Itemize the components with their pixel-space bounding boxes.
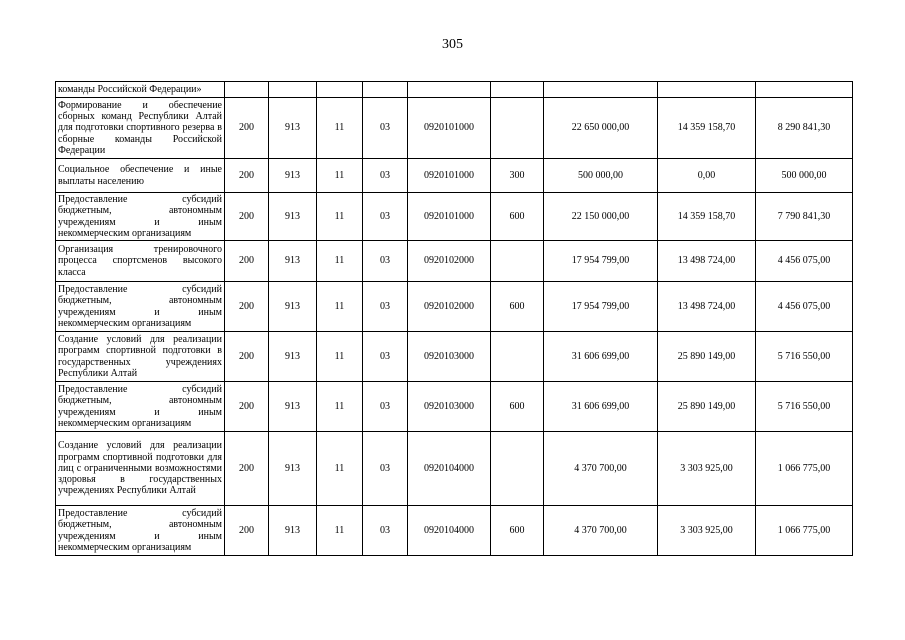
cell-amount-1: 22 150 000,00 — [544, 193, 658, 241]
cell-ministry: 913 — [269, 506, 317, 556]
cell-section: 11 — [317, 332, 363, 382]
cell-name: Предоставление субсидий бюджетным, автономным учреждениям и иным некоммерческим организациям — [56, 506, 225, 556]
cell-vr: 300 — [491, 159, 544, 193]
cell-section: 11 — [317, 432, 363, 506]
cell-section: 11 — [317, 193, 363, 241]
cell-subsection — [363, 82, 408, 98]
cell-amount-1: 17 954 799,00 — [544, 282, 658, 332]
cell-vr: 600 — [491, 193, 544, 241]
cell-target: 0920101000 — [408, 98, 491, 159]
cell-g: 200 — [225, 432, 269, 506]
cell-g: 200 — [225, 159, 269, 193]
cell-g: 200 — [225, 241, 269, 282]
cell-amount-1: 4 370 700,00 — [544, 432, 658, 506]
cell-name: Создание условий для реализации программ спортивной подготовки для лиц с ограниченными возможностями здоровья в государственных учреждениях Республики Алтай — [56, 432, 225, 506]
table-row — [56, 159, 853, 193]
cell-name: Предоставление субсидий бюджетным, автономным учреждениям и иным некоммерческим организациям — [56, 282, 225, 332]
cell-amount-3: 7 790 841,30 — [756, 193, 853, 241]
cell-vr: 600 — [491, 382, 544, 432]
cell-amount-1: 4 370 700,00 — [544, 506, 658, 556]
page-number: 305 — [442, 37, 463, 52]
table-row — [56, 241, 853, 282]
cell-section: 11 — [317, 282, 363, 332]
cell-target: 0920102000 — [408, 282, 491, 332]
cell-section — [317, 82, 363, 98]
cell-amount-3: 4 456 075,00 — [756, 282, 853, 332]
cell-amount-2: 3 303 925,00 — [658, 432, 756, 506]
cell-section: 11 — [317, 382, 363, 432]
cell-ministry: 913 — [269, 98, 317, 159]
cell-target: 0920101000 — [408, 193, 491, 241]
cell-amount-1: 500 000,00 — [544, 159, 658, 193]
cell-amount-3: 8 290 841,30 — [756, 98, 853, 159]
cell-g: 200 — [225, 193, 269, 241]
cell-vr — [491, 98, 544, 159]
cell-ministry: 913 — [269, 432, 317, 506]
cell-amount-1: 31 606 699,00 — [544, 332, 658, 382]
cell-subsection: 03 — [363, 332, 408, 382]
table-row — [56, 506, 853, 556]
cell-g: 200 — [225, 282, 269, 332]
cell-name: Предоставление субсидий бюджетным, автономным учреждениям и иным некоммерческим организациям — [56, 382, 225, 432]
cell-amount-2: 13 498 724,00 — [658, 282, 756, 332]
cell-amount-2: 3 303 925,00 — [658, 506, 756, 556]
cell-target — [408, 82, 491, 98]
cell-ministry — [269, 82, 317, 98]
cell-name: Формирование и обеспечение сборных команд Республики Алтай для подготовки спортивного резерва в сборные команды Российской Федерации — [56, 98, 225, 159]
cell-amount-2: 14 359 158,70 — [658, 98, 756, 159]
cell-g: 200 — [225, 332, 269, 382]
cell-amount-1: 22 650 000,00 — [544, 98, 658, 159]
cell-name: Создание условий для реализации программ спортивной подготовки в государственных учреждениях Республики Алтай — [56, 332, 225, 382]
cell-section: 11 — [317, 98, 363, 159]
cell-amount-2 — [658, 82, 756, 98]
cell-amount-2: 0,00 — [658, 159, 756, 193]
table-row — [56, 282, 853, 332]
cell-amount-3: 5 716 550,00 — [756, 332, 853, 382]
cell-section: 11 — [317, 159, 363, 193]
cell-subsection: 03 — [363, 193, 408, 241]
cell-subsection: 03 — [363, 282, 408, 332]
table-row — [56, 332, 853, 382]
cell-g: 200 — [225, 382, 269, 432]
cell-section: 11 — [317, 506, 363, 556]
cell-amount-3: 1 066 775,00 — [756, 506, 853, 556]
cell-subsection: 03 — [363, 382, 408, 432]
cell-subsection: 03 — [363, 98, 408, 159]
cell-ministry: 913 — [269, 282, 317, 332]
cell-target: 0920103000 — [408, 332, 491, 382]
cell-amount-3: 500 000,00 — [756, 159, 853, 193]
cell-amount-2: 14 359 158,70 — [658, 193, 756, 241]
cell-amount-1: 17 954 799,00 — [544, 241, 658, 282]
cell-vr — [491, 432, 544, 506]
cell-vr: 600 — [491, 282, 544, 332]
cell-amount-3 — [756, 82, 853, 98]
cell-name: Социальное обеспечение и иные выплаты населению — [56, 159, 225, 193]
cell-target: 0920102000 — [408, 241, 491, 282]
table-row — [56, 82, 853, 98]
cell-amount-2: 25 890 149,00 — [658, 382, 756, 432]
cell-target: 0920104000 — [408, 506, 491, 556]
cell-amount-1 — [544, 82, 658, 98]
cell-target: 0920103000 — [408, 382, 491, 432]
cell-subsection: 03 — [363, 432, 408, 506]
cell-amount-3: 1 066 775,00 — [756, 432, 853, 506]
cell-vr — [491, 241, 544, 282]
cell-amount-3: 4 456 075,00 — [756, 241, 853, 282]
cell-ministry: 913 — [269, 193, 317, 241]
cell-subsection: 03 — [363, 506, 408, 556]
cell-ministry: 913 — [269, 332, 317, 382]
cell-name: Организация тренировочного процесса спортсменов высокого класса — [56, 241, 225, 282]
cell-amount-1: 31 606 699,00 — [544, 382, 658, 432]
cell-target: 0920104000 — [408, 432, 491, 506]
cell-vr — [491, 332, 544, 382]
cell-amount-2: 13 498 724,00 — [658, 241, 756, 282]
cell-amount-2: 25 890 149,00 — [658, 332, 756, 382]
cell-name: Предоставление субсидий бюджетным, автономным учреждениям и иным некоммерческим организациям — [56, 193, 225, 241]
cell-section: 11 — [317, 241, 363, 282]
cell-target: 0920101000 — [408, 159, 491, 193]
cell-amount-3: 5 716 550,00 — [756, 382, 853, 432]
cell-subsection: 03 — [363, 241, 408, 282]
cell-vr: 600 — [491, 506, 544, 556]
cell-g: 200 — [225, 98, 269, 159]
cell-ministry: 913 — [269, 382, 317, 432]
cell-g: 200 — [225, 506, 269, 556]
cell-name: команды Российской Федерации» — [56, 82, 225, 98]
cell-subsection: 03 — [363, 159, 408, 193]
cell-ministry: 913 — [269, 159, 317, 193]
table-row — [56, 432, 853, 506]
table-row — [56, 98, 853, 159]
budget-table — [55, 81, 853, 556]
cell-vr — [491, 82, 544, 98]
table-row — [56, 193, 853, 241]
cell-g — [225, 82, 269, 98]
table-row — [56, 382, 853, 432]
cell-ministry: 913 — [269, 241, 317, 282]
